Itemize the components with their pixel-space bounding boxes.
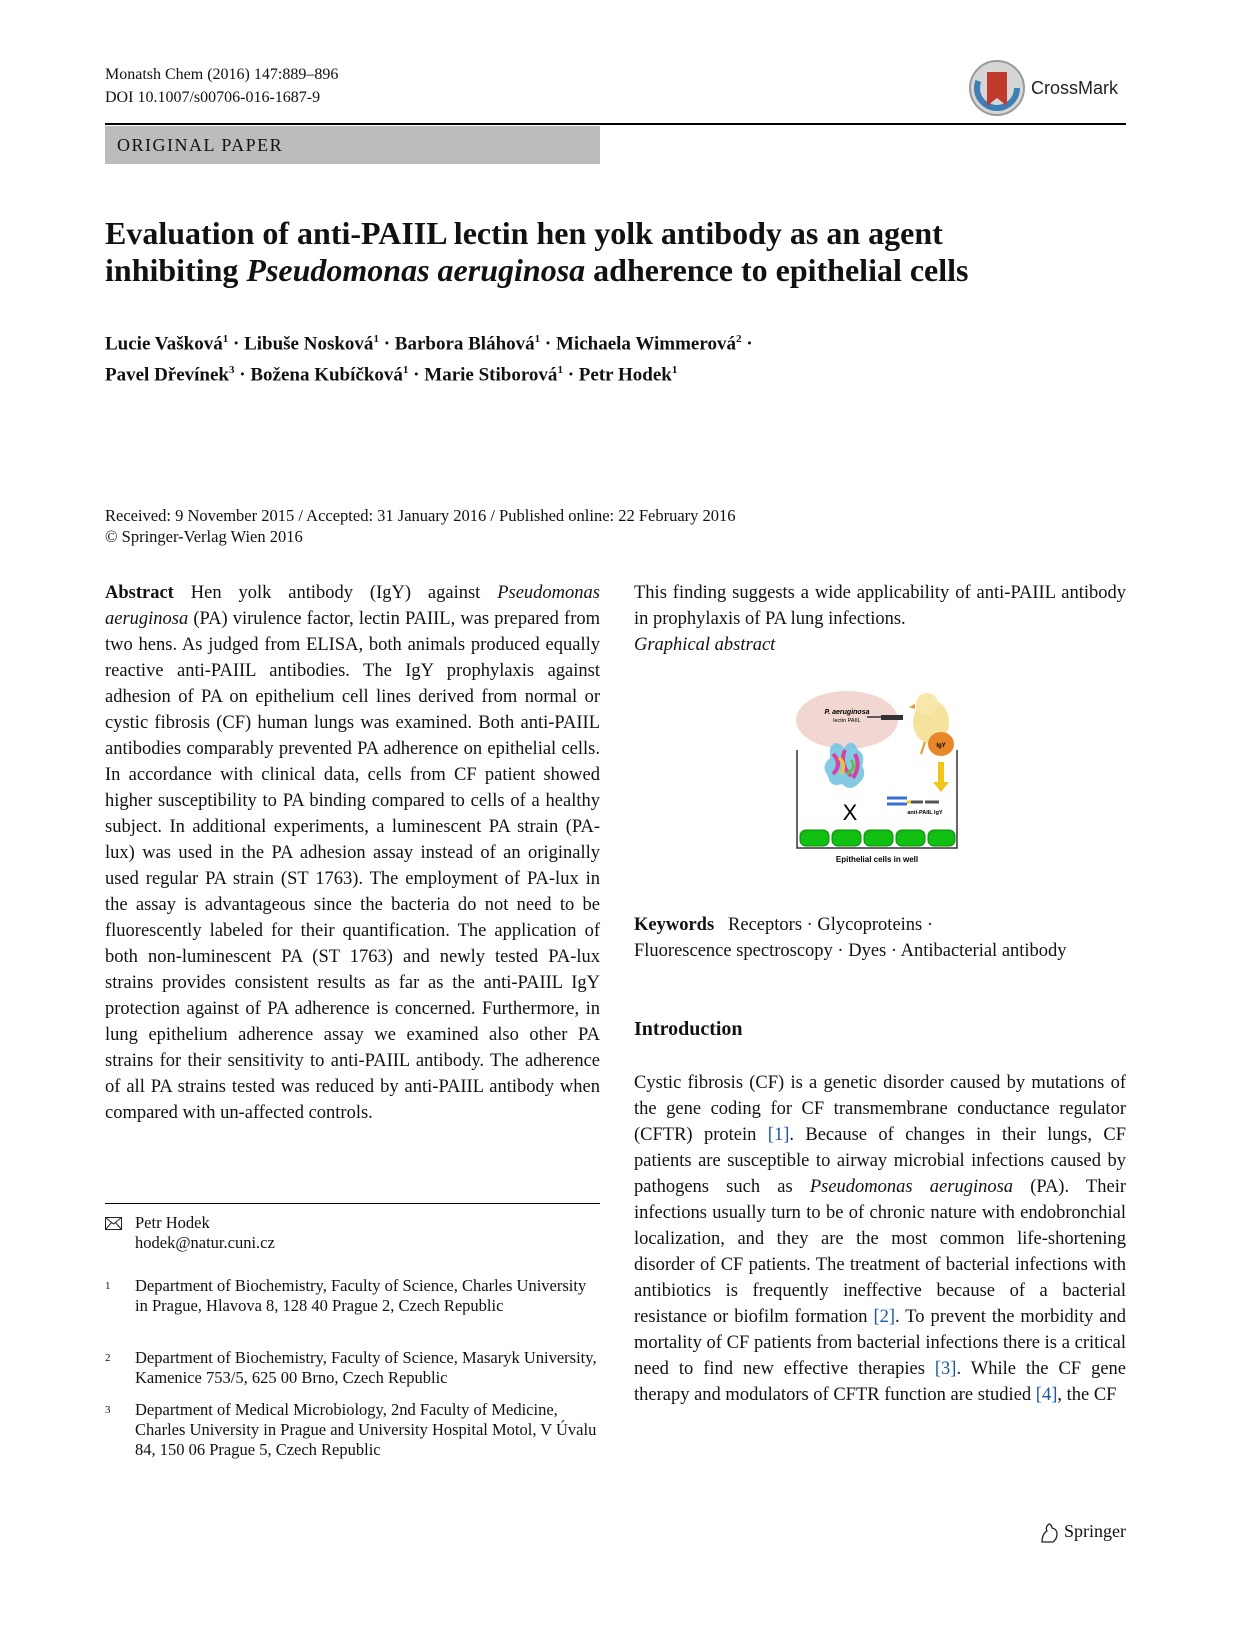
corresponding-email[interactable]: hodek@natur.cuni.cz xyxy=(135,1233,275,1252)
citation-link[interactable]: [2] xyxy=(873,1307,896,1327)
anti-paiil-label: anti-PAIIL IgY xyxy=(907,810,943,816)
paper-title xyxy=(105,215,1125,289)
title-line-1: Evaluation of anti-PAIIL lectin hen yolk antibody as an agent xyxy=(105,215,943,251)
envelope-icon xyxy=(105,1215,122,1235)
lectin-label: lectin PAIIL xyxy=(833,718,861,724)
section-heading-introduction: Introduction xyxy=(634,1018,743,1040)
abstract-label: Abstract xyxy=(105,583,174,603)
publication-dates: Received: 9 November 2015 / Accepted: 31 January 2016 / Published online: 22 February 2016 © Springer-Verlag Wien 2016 xyxy=(105,505,1005,547)
inhibition-mark: X xyxy=(842,800,858,825)
author[interactable]: Michaela Wimmerová xyxy=(556,333,736,355)
lectin-structure xyxy=(824,742,864,788)
author[interactable]: Barbora Bláhová xyxy=(394,333,535,355)
correspondence xyxy=(105,1213,600,1253)
affiliation-2: 2 Department of Biochemistry, Faculty of Science, Masaryk University, Kamenice 753/5, 625 00 Brno, Czech Republic xyxy=(105,1348,597,1387)
author[interactable]: Božena Kubíčková xyxy=(250,364,403,386)
graphical-abstract-figure xyxy=(795,688,975,864)
graphical-abstract-label: Graphical abstract xyxy=(634,635,776,655)
citation-link[interactable]: [4] xyxy=(1035,1385,1058,1405)
introduction-text: Cystic fibrosis (CF) is a genetic disorder caused by mutations of the gene coding for CF transmembrane conductance regulator (CFTR) protein [1]. Because of changes in their lungs, CF patients are susceptible to airway microbial infections caused by pathogens such as Pseudomonas aeruginosa (PA). Their infections usually turn to be of chronic nature with endobronchial localization, and they are the most common life-shortening disorder of CF patients. The treatment of bacterial infections with antibiotics is frequently ineffective because of a bacterial resistance or biofilm formation [2]. To prevent the morbidity and mortality of CF patients from bacterial infections there is a critical need to find new effective therapies [3]. While the CF gene therapy and modulators of CFTR function are studied [4], the CF xyxy=(634,1073,1126,1405)
doi[interactable]: DOI 10.1007/s00706-016-1687-9 xyxy=(105,89,321,106)
author-list: Lucie Vašková$^1$ · Libuše Nosková$^1$ · Barbora Bláhová$^1$ · Michaela Wimmerová$^2$ · Pavel Dřevínek$^3$ · Božena Kubíčková$^1$ · Marie Stiborová$^1$ · Petr Hodek$^1$ xyxy=(105,333,753,386)
affiliation-3: 3 Department of Medical Microbiology, 2nd Faculty of Medicine, Charles University in Prague and University Hospital Motol, V Úvalu 84, 150 06 Prague 5, Czech Republic xyxy=(105,1400,597,1459)
affiliation-1: 1 Department of Biochemistry, Faculty of Science, Charles University in Prague, Hlavova 8, 128 40 Prague 2, Czech Republic xyxy=(105,1276,587,1315)
author[interactable]: Petr Hodek xyxy=(578,364,672,386)
citation-link[interactable]: [1] xyxy=(767,1125,790,1145)
keywords-label: Keywords xyxy=(634,915,715,935)
abstract: Abstract Hen yolk antibody (IgY) against Pseudomonas aeruginosa (PA) virulence factor, lectin PAIIL, was prepared from two hens. As judged from ELISA, both animals produced equally reactive anti-PAIIL antibodies. The IgY prophylaxis against adhesion of PA on epithelium cell lines derived from normal or cystic fibrosis (CF) human lungs was examined. Both anti-PAIIL antibodies comparably prevented PA adherence on epithelial cells. In accordance with clinical data, cells from CF patient showed higher susceptibility to PA binding compared to cells of a healthy subject. In additional experiments, a luminescent PA strain (PA-lux) was used in the PA adhesion assay instead of an originally used regular PA strain (ST 1763). The employment of PA-lux in the assay is advantageous since the bacteria do not need to be fluorescently labeled for their quantification. The application of both non-luminescent PA (ST 1763) and newly tested PA-lux strains provides consistent results as far as the anti-PAIIL IgY protection against of PA adherence is concerned. Furthermore, in lung epithelium adherence assay we examined also other PA strains for their sensitivity to anti-PAIIL antibody. The adherence of all PA strains tested was reduced by anti-PAIIL antibody when compared with un-affected controls. xyxy=(105,583,600,1123)
publisher-logo xyxy=(1038,1521,1126,1544)
graphical-abstract xyxy=(795,688,975,864)
author[interactable]: Libuše Nosková xyxy=(244,333,374,355)
corresponding-author: Petr Hodek xyxy=(135,1213,210,1232)
copyright: © Springer-Verlag Wien 2016 xyxy=(105,527,303,546)
igy-label: IgY xyxy=(936,743,946,749)
article-type-banner: ORIGINAL PAPER xyxy=(105,126,600,164)
header-rule xyxy=(105,123,1126,125)
pa-label: P. aeruginosa xyxy=(824,709,870,716)
journal-citation: Monatsh Chem (2016) 147:889–896 xyxy=(105,66,339,83)
crossmark-icon xyxy=(967,58,1027,118)
abstract-continuation: This finding suggests a wide applicability of anti-PAIIL antibody in prophylaxis of PA lung infections. Graphical abstract xyxy=(634,583,1126,655)
keywords: Keywords Receptors · Glycoproteins · Fluorescence spectroscopy · Dyes · Antibacterial antibody xyxy=(634,915,1067,961)
citation-link[interactable]: [3] xyxy=(934,1359,957,1379)
author[interactable]: Pavel Dřevínek xyxy=(105,364,230,386)
footnote-rule xyxy=(105,1203,600,1204)
author[interactable]: Marie Stiborová xyxy=(424,364,558,386)
crossmark-label: CrossMark xyxy=(1031,78,1119,98)
graphic-caption: Epithelial cells in well xyxy=(835,855,919,864)
publisher-name: Springer xyxy=(1064,1521,1126,1541)
crossmark-badge[interactable] xyxy=(967,60,1132,116)
title-line-2: inhibiting Pseudomonas aeruginosa adherence to epithelial cells xyxy=(105,252,969,288)
springer-horse-icon xyxy=(1038,1522,1060,1544)
author[interactable]: Lucie Vašková xyxy=(105,333,223,355)
